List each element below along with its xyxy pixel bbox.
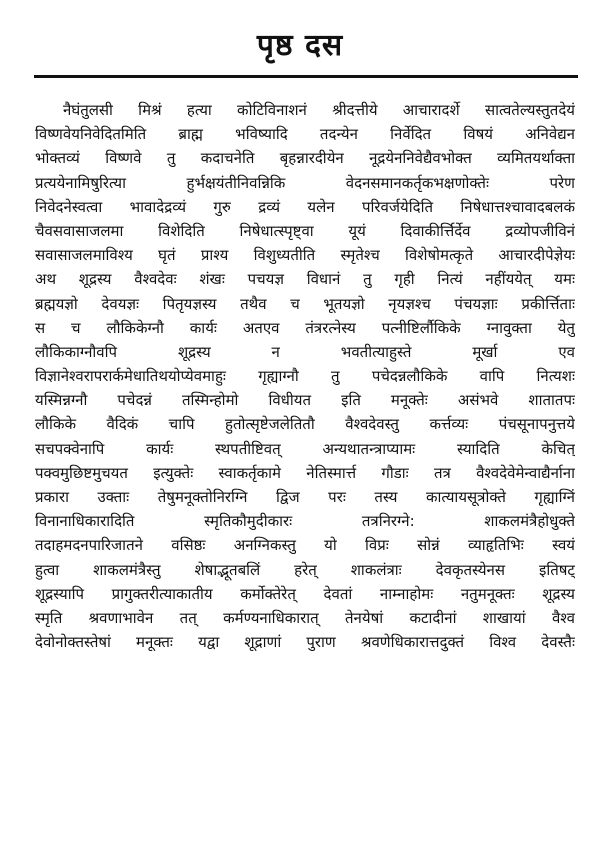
text-line: तदाहमदनपारिजातने वसिष्ठः अनग्निकस्तु यो विप्रः सोन्नं व्याहृतिभिः स्वयं [35, 536, 575, 555]
text-line: विनानाधिकारादिति स्मृतिकौमुदीकारः तत्रनिरग्ने: शाकलमंत्रैहोधुक्ते [35, 512, 575, 531]
text-line: सवासाजलमाविश्य घृतं प्राश्य विशुध्यतीति स्मृतेश्च विशेषोमत्कृते आचारदीपेज्ञेयः [35, 246, 575, 265]
text-line: हुत्वा शाकलमंत्रैस्तु शेषाद्भूतबलिं हरेत् शाकलंत्राः देवकृतस्येनस इतिषट् [35, 560, 575, 579]
text-line: देवोनोक्तस्तेषां मनूक्तः यद्वा शूद्राणां पुराण श्रवणेधिकारात्तदुक्तं विश्व देवस्तैः [35, 633, 575, 652]
page-title: पृष्ठ दस [256, 28, 344, 63]
text-line: यस्मिन्नग्नौ पचेदन्नं तस्मिन्होमो विधीयत इति मनूक्तेः असंभवे शातातपः [35, 391, 575, 410]
text-line: चैवसवासाजलमा विशेदिति निषेधात्स्पृष्ट्वा यूयं दिवाकीर्त्तिर्देव द्रव्योपजीविनं [35, 221, 575, 240]
text-line: भोक्तव्यं विष्णवे तु कदाचनेति बृहन्नारदीयेन नूद्रयेननिवेद्यैवभोक्त व्यमितयर्थाक्ता [35, 149, 575, 168]
text-line: निवेदनेस्वत्वा भावादेद्रव्यं गुरु द्रव्यं यलेन परिवर्जयेदिति निषेधात्तश्चावादबलकं [35, 197, 575, 216]
body-text [35, 98, 575, 654]
text-line: पक्वमुछिष्टमुचयत इत्युक्तेः स्वाकर्तृकामे नेतिस्मार्त्त गौडाः तत्र वैश्वदेवेमेन्वाद्यैर्नाना [35, 463, 575, 482]
text-line: सचपक्वेनापि कार्यः स्थपतीष्टिवत् अन्यथातन्त्राप्यामः स्यादिति केचित् [35, 439, 575, 458]
title-rule [34, 75, 578, 78]
text-line: प्रकारा उक्ताः तेषुमनूक्तोनिरग्नि द्विज परः तस्य कात्यायसूत्रोक्ते गृह्याग्निं [35, 488, 575, 506]
text-line: अथ शूद्रस्य वैश्वदेवः शंखः पचयज्ञ विधानं तु गृही नित्यं नहींययेत् यमः [35, 270, 575, 289]
text-line: लौकिके वैदिकं चापि हुतोत्सृष्टेजलेतितौ वैश्वदेवस्तु कर्त्तव्यः पंचसूनापनुत्तये [35, 415, 575, 434]
text-line: स च लौकिकेग्नौ कार्यः अतएव तंत्ररत्नेस्य पत्नीष्टिर्लौकिके ग्नावुक्ता येतु [35, 318, 575, 337]
text-line: स्मृति श्रवणाभावेन तत् कर्मण्यनाधिकारात् तेनयेषां कटादीनां शाखायां वैश्व [35, 608, 575, 627]
text-line: नैघंतुलसी मिश्रं हत्या कोटिविनाशनं श्रीदत्तीये आचारादर्शे सात्वतेल्यस्तुतदेयं [63, 101, 575, 119]
text-line: ब्रह्मयज्ञो देवयज्ञः पितृयज्ञस्य तथैव च भूतयज्ञो नृयज्ञश्च पंचयज्ञाः प्रकीर्त्तिताः [35, 294, 575, 313]
text-line: शूद्रस्यापि प्रागुक्तरीत्याकातीय कर्मोक्तेरेत् देवतां नाम्नाहोमः नतुमनूक्तः शूद्रस्य [35, 584, 575, 603]
text-line: लौकिकाग्नौवपि शूद्रस्य न भवतीत्याहुस्ते मूर्खा एव [35, 342, 575, 361]
text-line: प्रत्ययेनामिषुरित्या हुर्भक्षयंतीनिवन्निकि वेदनसमानकर्तृकभक्षणोक्तेः परेण [35, 173, 575, 192]
text-line: विज्ञानेश्वरापरार्कमेधातिथयोप्येवमाहुः गृह्याग्नौ तु पचेदन्नलौकिके वापि नित्यशः [35, 367, 575, 386]
text-line: विष्णवेयनिवेदितमिति ब्राह्म भविष्यादि तदन्येन निर्वेदित विषयं अनिवेद्यन [35, 125, 575, 144]
